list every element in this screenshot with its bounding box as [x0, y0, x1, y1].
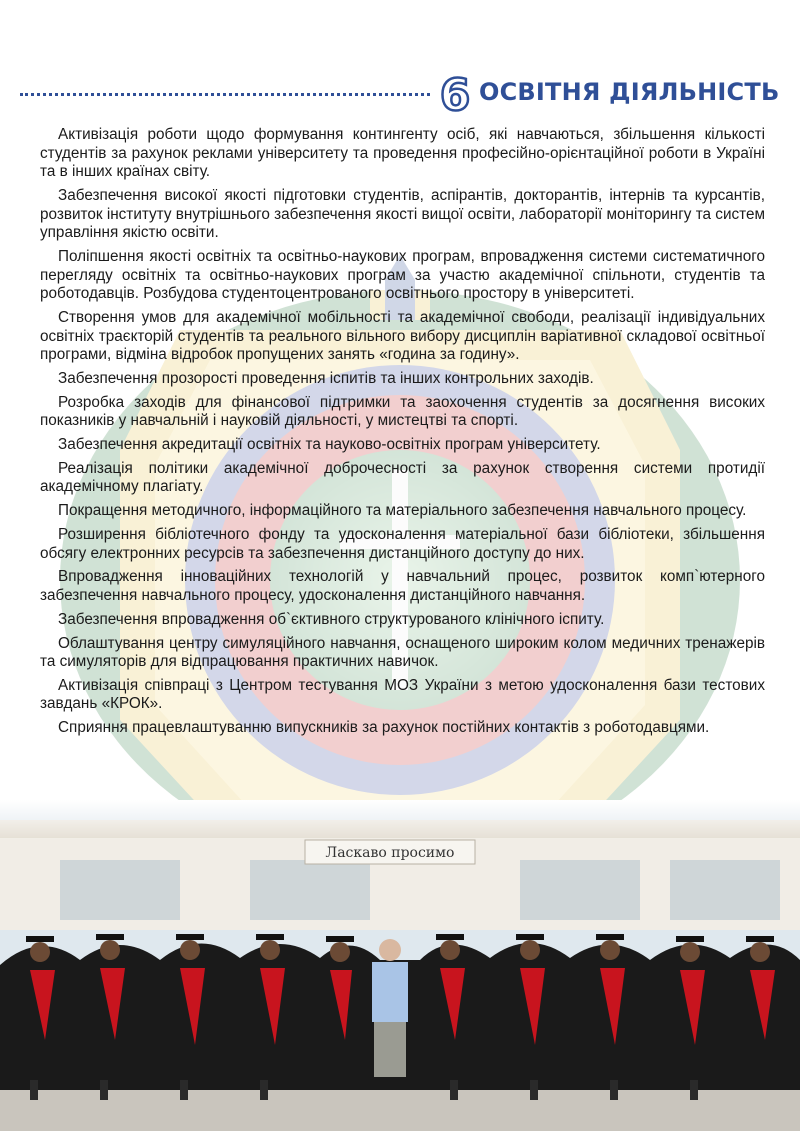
- section-header: [0, 70, 800, 120]
- section-title: ОСВІТНЯ ДІЯЛЬНІСТЬ: [479, 78, 780, 106]
- paragraph: Забезпечення впровадження об`єктивного структурованого клінічного іспиту.: [58, 610, 605, 628]
- paragraph: Впровадження інноваційних технологій у навчальний процес, розвиток комп`ютерного забезпечення навчального процесу, удосконалення дистанційного навчання.: [40, 568, 765, 604]
- paragraph: Сприяння працевлаштуванню випускників за рахунок постійних контактів з роботодавцями.: [58, 719, 710, 737]
- paragraph: Активізація співпраці з Центром тестування МОЗ України з метою удосконалення бази тестових завдань «КРОК».: [40, 676, 765, 713]
- dotted-divider: [20, 93, 430, 96]
- paragraph: Покращення методичного, інформаційного та матеріального забезпечення навчального процесу.: [58, 502, 747, 520]
- paragraph: Забезпечення прозорості проведення іспитів та інших контрольних заходів.: [58, 369, 594, 387]
- welcome-sign-text: Ласкаво просимо: [325, 845, 455, 861]
- paragraph: Розширення бібліотечного фонду та удосконалення матеріальної бази бібліотеки, збільшення обсягу електронних ресурсів та забезпечення дистанційного доступу до них.: [40, 525, 765, 562]
- paragraph: Реалізація політики академічної доброчесності за рахунок створення системи протидії академічному плагіату.: [40, 459, 765, 496]
- section-number-badge: [436, 72, 474, 116]
- paragraph: Створення умов для академічної мобільності та академічної свободи, реалізації індивідуальних освітніх траєкторій студентів та реального вільного вибору дисциплін варіативної складової освітньої програми, відміна відробок пропущених занять «година за годину».: [40, 308, 765, 364]
- section-number: 6: [439, 72, 471, 116]
- paragraph: Забезпечення високої якості підготовки студентів, аспірантів, докторантів, інтернів та курсантів, розвиток інституту внутрішнього забезпечення якості вищої освіти, лабораторії моніторингу та систем управління якістю освіти.: [40, 186, 765, 242]
- graduation-group-photo: [0, 800, 800, 1131]
- paragraph: Забезпечення акредитації освітніх та науково-освітніх програм університету.: [58, 436, 601, 454]
- graduation-photo-illustration: [0, 800, 800, 1131]
- paragraph: Розробка заходів для фінансової підтримки та заохочення студентів за досягнення високих показників у навчальній і науковій діяльності, у мистецтві та спорті.: [40, 393, 765, 430]
- paragraph: Поліпшення якості освітніх та освітньо-наукових програм, впровадження системи систематичного перегляду освітніх та освітньо-наукових програм за участю академічної спільноти, студентів та роботодавців. Розбудова студентоцентрованого освітнього простору в університеті.: [40, 247, 765, 303]
- paragraph: Облаштування центру симуляційного навчання, оснащеного широким колом медичних тренажерів та симуляторів для відпрацювання практичних навичок.: [40, 634, 765, 671]
- content-body: [40, 126, 765, 743]
- paragraph: Активізація роботи щодо формування контингенту осіб, які навчаються, збільшення кількості студентів за рахунок реклами університету та проведення професійно-орієнтаційної роботи в Україні та в інших країнах світу.: [40, 126, 765, 181]
